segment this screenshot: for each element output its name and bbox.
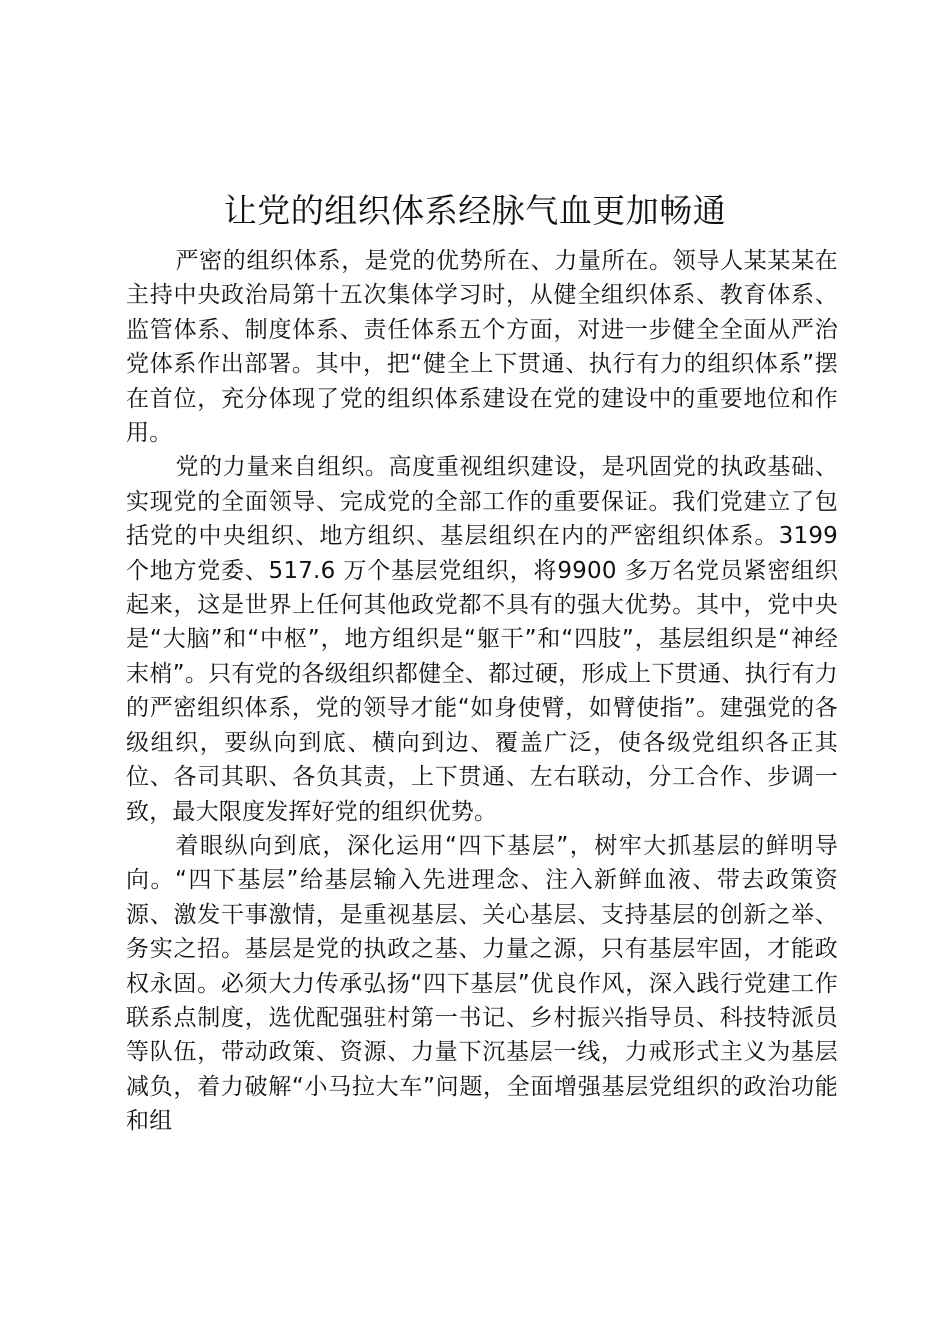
- document-body: [126, 244, 838, 1139]
- document-title: 让党的组织体系经脉气血更加畅通: [223, 191, 727, 230]
- paragraph-3: 着眼纵向到底，深化运用“四下基层”，树牢大抓基层的鲜明导向。“四下基层”给基层输入先进理念、注入新鲜血液、带去政策资源、激发干事激情，是重视基层、关心基层、支持基层的创新之举、务实之招。基层是党的执政之基、力量之源，只有基层牢固，才能政权永固。必须大力传承弘扬“四下基层”优良作风，深入践行党建工作联系点制度，选优配强驻村第一书记、乡村振兴指导员、科技特派员等队伍，带动政策、资源、力量下沉基层一线，力戒形式主义为基层减负，着力破解“小马拉大车”问题，全面增强基层党组织的政治功能和组: [126, 832, 838, 1135]
- paragraph-2: 党的力量来自组织。高度重视组织建设，是巩固党的执政基础、实现党的全面领导、完成党的全部工作的重要保证。我们党建立了包括党的中央组织、地方组织、基层组织在内的严密组织体系。3199 个地方党委、517.6 万个基层党组织，将9900 多万名党员紧密组织起来，这是世界上任何其他政党都不具有的强大优势。其中，党中央是“大脑”和“中枢”，地方组织是“躯干”和“四肢”，基层组织是“神经末梢”。只有党的各级组织都健全、都过硬，形成上下贯通、执行有力的严密组织体系，党的领导才能“如身使臂，如臂使指”。建强党的各级组织，要纵向到底、横向到边、覆盖广泛，使各级党组织各正其位、各司其职、各负其责，上下贯通、左右联动，分工合作、步调一致，最大限度发挥好党的组织优势。: [126, 454, 838, 825]
- paragraph-1: 严密的组织体系，是党的优势所在、力量所在。领导人某某某在主持中央政治局第十五次集体学习时，从健全组织体系、教育体系、监管体系、制度体系、责任体系五个方面，对进一步健全全面从严治党体系作出部署。其中，把“健全上下贯通、执行有力的组织体系”摆在首位，充分体现了党的组织体系建设在党的建设中的重要地位和作用。: [126, 248, 838, 447]
